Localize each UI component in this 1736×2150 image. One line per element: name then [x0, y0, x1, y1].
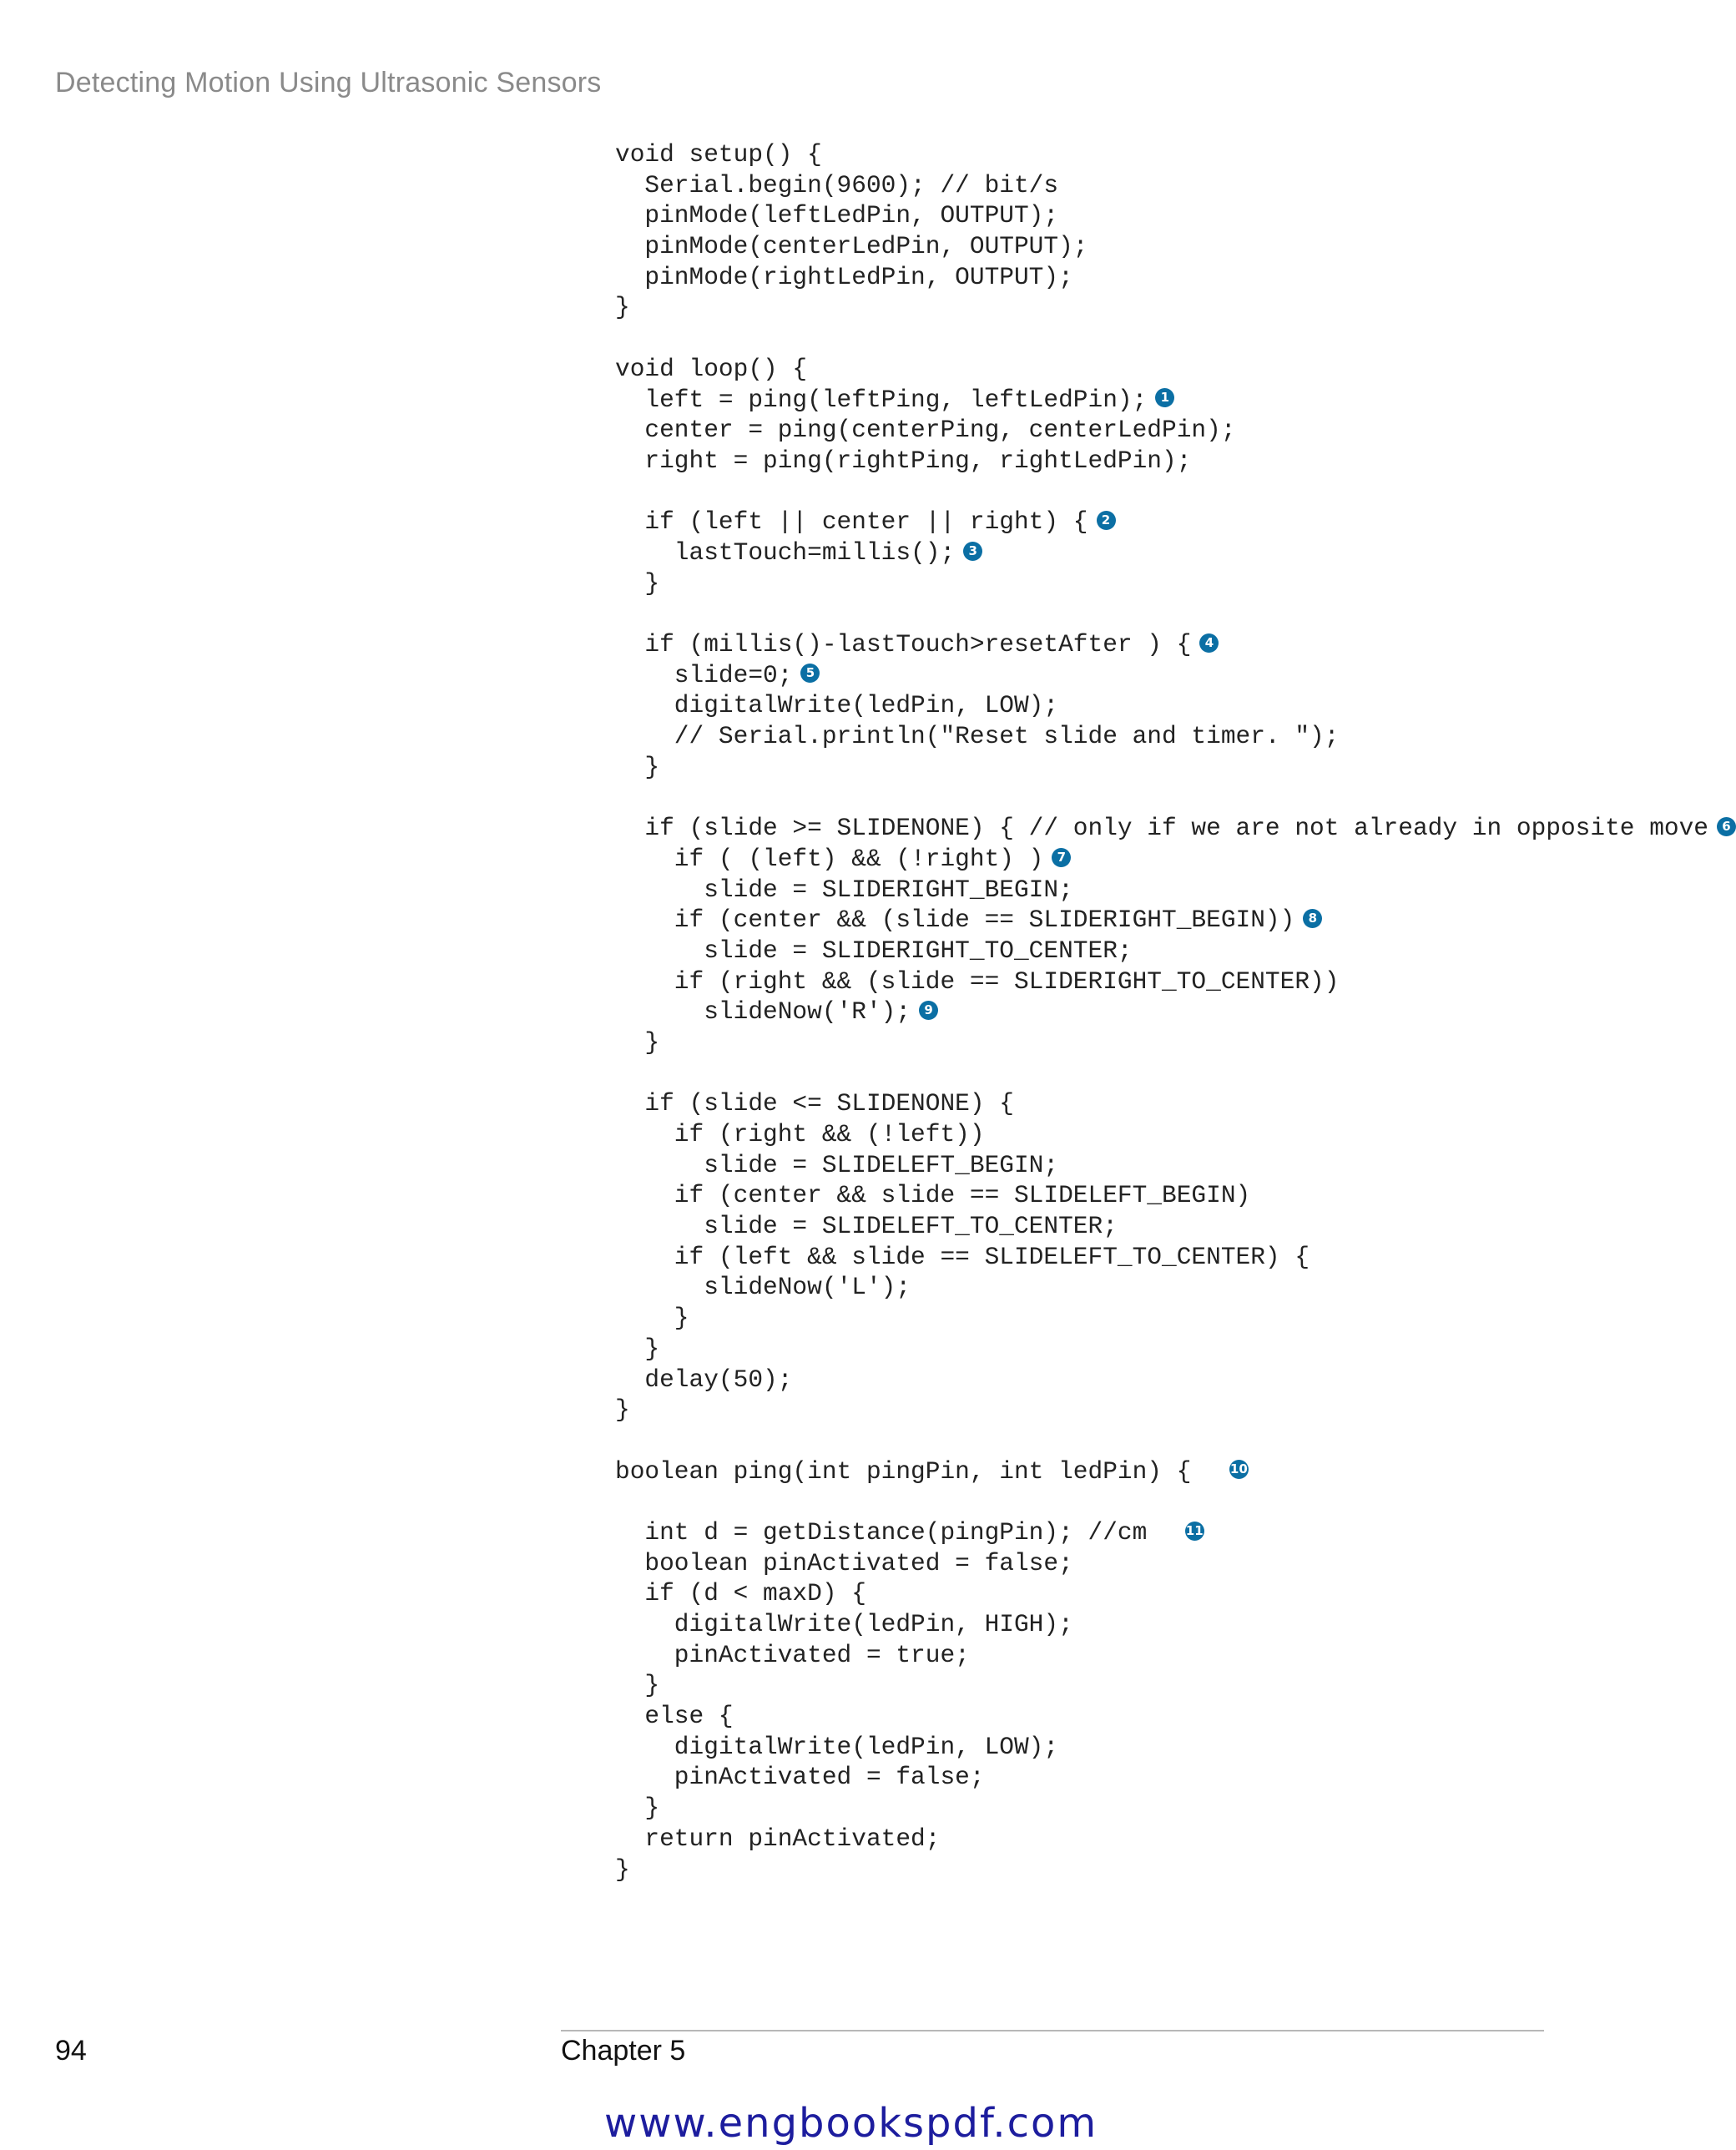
- chapter-label: Chapter 5: [561, 2035, 686, 2067]
- code-line: [615, 1211, 1736, 1242]
- code-text: slide = SLIDELEFT_BEGIN;: [615, 1150, 1059, 1179]
- callout-marker: 6: [1717, 817, 1736, 836]
- code-text: slideNow('L');: [615, 1273, 911, 1302]
- code-line: [615, 1548, 1736, 1579]
- code-line: [615, 1578, 1736, 1609]
- code-text: return pinActivated;: [615, 1824, 941, 1853]
- code-line: [615, 721, 1736, 752]
- code-text: }: [615, 1304, 689, 1333]
- code-text: boolean ping(int pingPin, int ledPin) {: [615, 1456, 1221, 1486]
- code-line: [615, 1762, 1736, 1793]
- code-line: [615, 1272, 1736, 1303]
- code-line: [615, 1150, 1736, 1181]
- code-text: pinActivated = false;: [615, 1763, 985, 1792]
- callout-marker: 1: [1155, 388, 1174, 407]
- code-text: pinActivated = true;: [615, 1640, 970, 1669]
- code-line: [615, 507, 1736, 538]
- code-text: delay(50);: [615, 1365, 793, 1394]
- code-text: if (millis()-lastTouch>resetAfter ) {: [615, 630, 1192, 659]
- code-line: [615, 1456, 1736, 1487]
- callout-marker: 8: [1303, 909, 1322, 928]
- callout-marker: 9: [919, 1001, 938, 1020]
- code-line: [615, 323, 1736, 354]
- code-line: [615, 1609, 1736, 1640]
- code-text: slide = SLIDERIGHT_TO_CENTER;: [615, 936, 1133, 965]
- code-line: [615, 598, 1736, 629]
- code-text: }: [615, 1855, 630, 1884]
- code-text: if (right && (!left)): [615, 1120, 985, 1148]
- code-text: pinMode(leftLedPin, OUTPUT);: [615, 201, 1059, 230]
- code-line: [615, 1119, 1736, 1150]
- code-text: if (left && slide == SLIDELEFT_TO_CENTER) {: [615, 1242, 1310, 1271]
- code-line: [615, 1670, 1736, 1701]
- code-line: [615, 1334, 1736, 1365]
- code-text: int d = getDistance(pingPin); //cm: [615, 1517, 1177, 1547]
- callout-marker: 2: [1097, 511, 1116, 530]
- code-line: [615, 1732, 1736, 1763]
- code-line: [615, 1486, 1736, 1517]
- code-text: boolean pinActivated = false;: [615, 1548, 1073, 1577]
- code-line: [615, 446, 1736, 477]
- code-text: }: [615, 1671, 660, 1700]
- code-line: [615, 782, 1736, 813]
- code-line: [615, 752, 1736, 783]
- code-line: [615, 170, 1736, 201]
- code-line: [615, 200, 1736, 231]
- code-line: [615, 477, 1736, 507]
- code-text: }: [615, 752, 660, 781]
- callout-marker: 7: [1052, 848, 1071, 867]
- code-text: center = ping(centerPing, centerLedPin);: [615, 416, 1236, 445]
- code-text: }: [615, 293, 630, 322]
- callout-marker: 10: [1229, 1460, 1249, 1479]
- code-line: [615, 966, 1736, 997]
- code-line: [615, 1027, 1736, 1058]
- code-line: [615, 1058, 1736, 1089]
- code-text: digitalWrite(ledPin, HIGH);: [615, 1610, 1073, 1638]
- code-text: slide = SLIDELEFT_TO_CENTER;: [615, 1212, 1118, 1241]
- code-text: right = ping(rightPing, rightLedPin);: [615, 446, 1192, 475]
- page-number: 94: [55, 2035, 87, 2067]
- code-text: void loop() {: [615, 354, 808, 383]
- code-line: [615, 385, 1736, 416]
- code-text: if (center && (slide == SLIDERIGHT_BEGIN)): [615, 906, 1295, 935]
- code-text: // Serial.println("Reset slide and timer. ");: [615, 722, 1340, 751]
- code-line: [615, 139, 1736, 170]
- code-line: [615, 1088, 1736, 1119]
- code-line: [615, 660, 1736, 691]
- callout-marker: 3: [963, 542, 982, 561]
- code-text: }: [615, 1794, 660, 1823]
- code-listing: [615, 139, 1736, 1885]
- code-line: [615, 1180, 1736, 1211]
- code-line: [615, 1303, 1736, 1334]
- code-text: Serial.begin(9600); // bit/s: [615, 170, 1059, 199]
- callout-marker: 5: [800, 664, 820, 683]
- callout-marker: 4: [1199, 633, 1219, 653]
- code-text: }: [615, 1027, 660, 1057]
- code-text: else {: [615, 1702, 734, 1731]
- code-line: [615, 1242, 1736, 1273]
- code-line: [615, 875, 1736, 906]
- code-line: [615, 1793, 1736, 1824]
- code-text: if (d < maxD) {: [615, 1579, 866, 1608]
- footer-rule: [561, 2030, 1544, 2031]
- code-line: [615, 415, 1736, 446]
- code-line: [615, 538, 1736, 568]
- code-line: [615, 629, 1736, 660]
- code-line: [615, 1517, 1736, 1548]
- code-text: }: [615, 1395, 630, 1425]
- running-head: Detecting Motion Using Ultrasonic Sensors: [55, 67, 602, 98]
- code-text: lastTouch=millis();: [615, 538, 956, 567]
- code-text: left = ping(leftPing, leftLedPin);: [615, 385, 1148, 414]
- code-line: [615, 997, 1736, 1027]
- code-text: void setup() {: [615, 140, 822, 169]
- callout-marker: 11: [1185, 1522, 1204, 1541]
- code-text: if (left || center || right) {: [615, 507, 1088, 537]
- code-line: [615, 354, 1736, 385]
- watermark-link[interactable]: www.engbookspdf.com: [604, 2100, 1098, 2147]
- code-line: [615, 292, 1736, 323]
- code-line: [615, 231, 1736, 262]
- code-text: if ( (left) && (!right) ): [615, 844, 1044, 873]
- code-text: slideNow('R');: [615, 997, 911, 1027]
- code-line: [615, 1824, 1736, 1855]
- code-text: digitalWrite(ledPin, LOW);: [615, 691, 1059, 720]
- code-line: [615, 568, 1736, 599]
- code-text: if (center && slide == SLIDELEFT_BEGIN): [615, 1181, 1251, 1210]
- code-line: [615, 1365, 1736, 1395]
- code-text: }: [615, 568, 660, 598]
- code-line: [615, 905, 1736, 936]
- code-text: if (right && (slide == SLIDERIGHT_TO_CENTER)): [615, 966, 1340, 996]
- code-line: [615, 1855, 1736, 1885]
- code-text: }: [615, 1334, 660, 1363]
- code-text: if (slide >= SLIDENONE) { // only if we are not already in opposite move: [615, 814, 1709, 843]
- code-line: [615, 690, 1736, 721]
- code-line: [615, 1395, 1736, 1426]
- code-text: pinMode(rightLedPin, OUTPUT);: [615, 262, 1073, 291]
- code-line: [615, 1426, 1736, 1456]
- code-line: [615, 262, 1736, 293]
- code-text: if (slide <= SLIDENONE) {: [615, 1089, 1014, 1118]
- code-line: [615, 1640, 1736, 1671]
- code-text: slide = SLIDERIGHT_BEGIN;: [615, 875, 1073, 904]
- code-line: [615, 844, 1736, 875]
- code-line: [615, 813, 1736, 844]
- code-text: slide=0;: [615, 660, 793, 689]
- code-text: digitalWrite(ledPin, LOW);: [615, 1732, 1059, 1761]
- code-text: pinMode(centerLedPin, OUTPUT);: [615, 232, 1088, 261]
- code-line: [615, 1701, 1736, 1732]
- code-line: [615, 936, 1736, 966]
